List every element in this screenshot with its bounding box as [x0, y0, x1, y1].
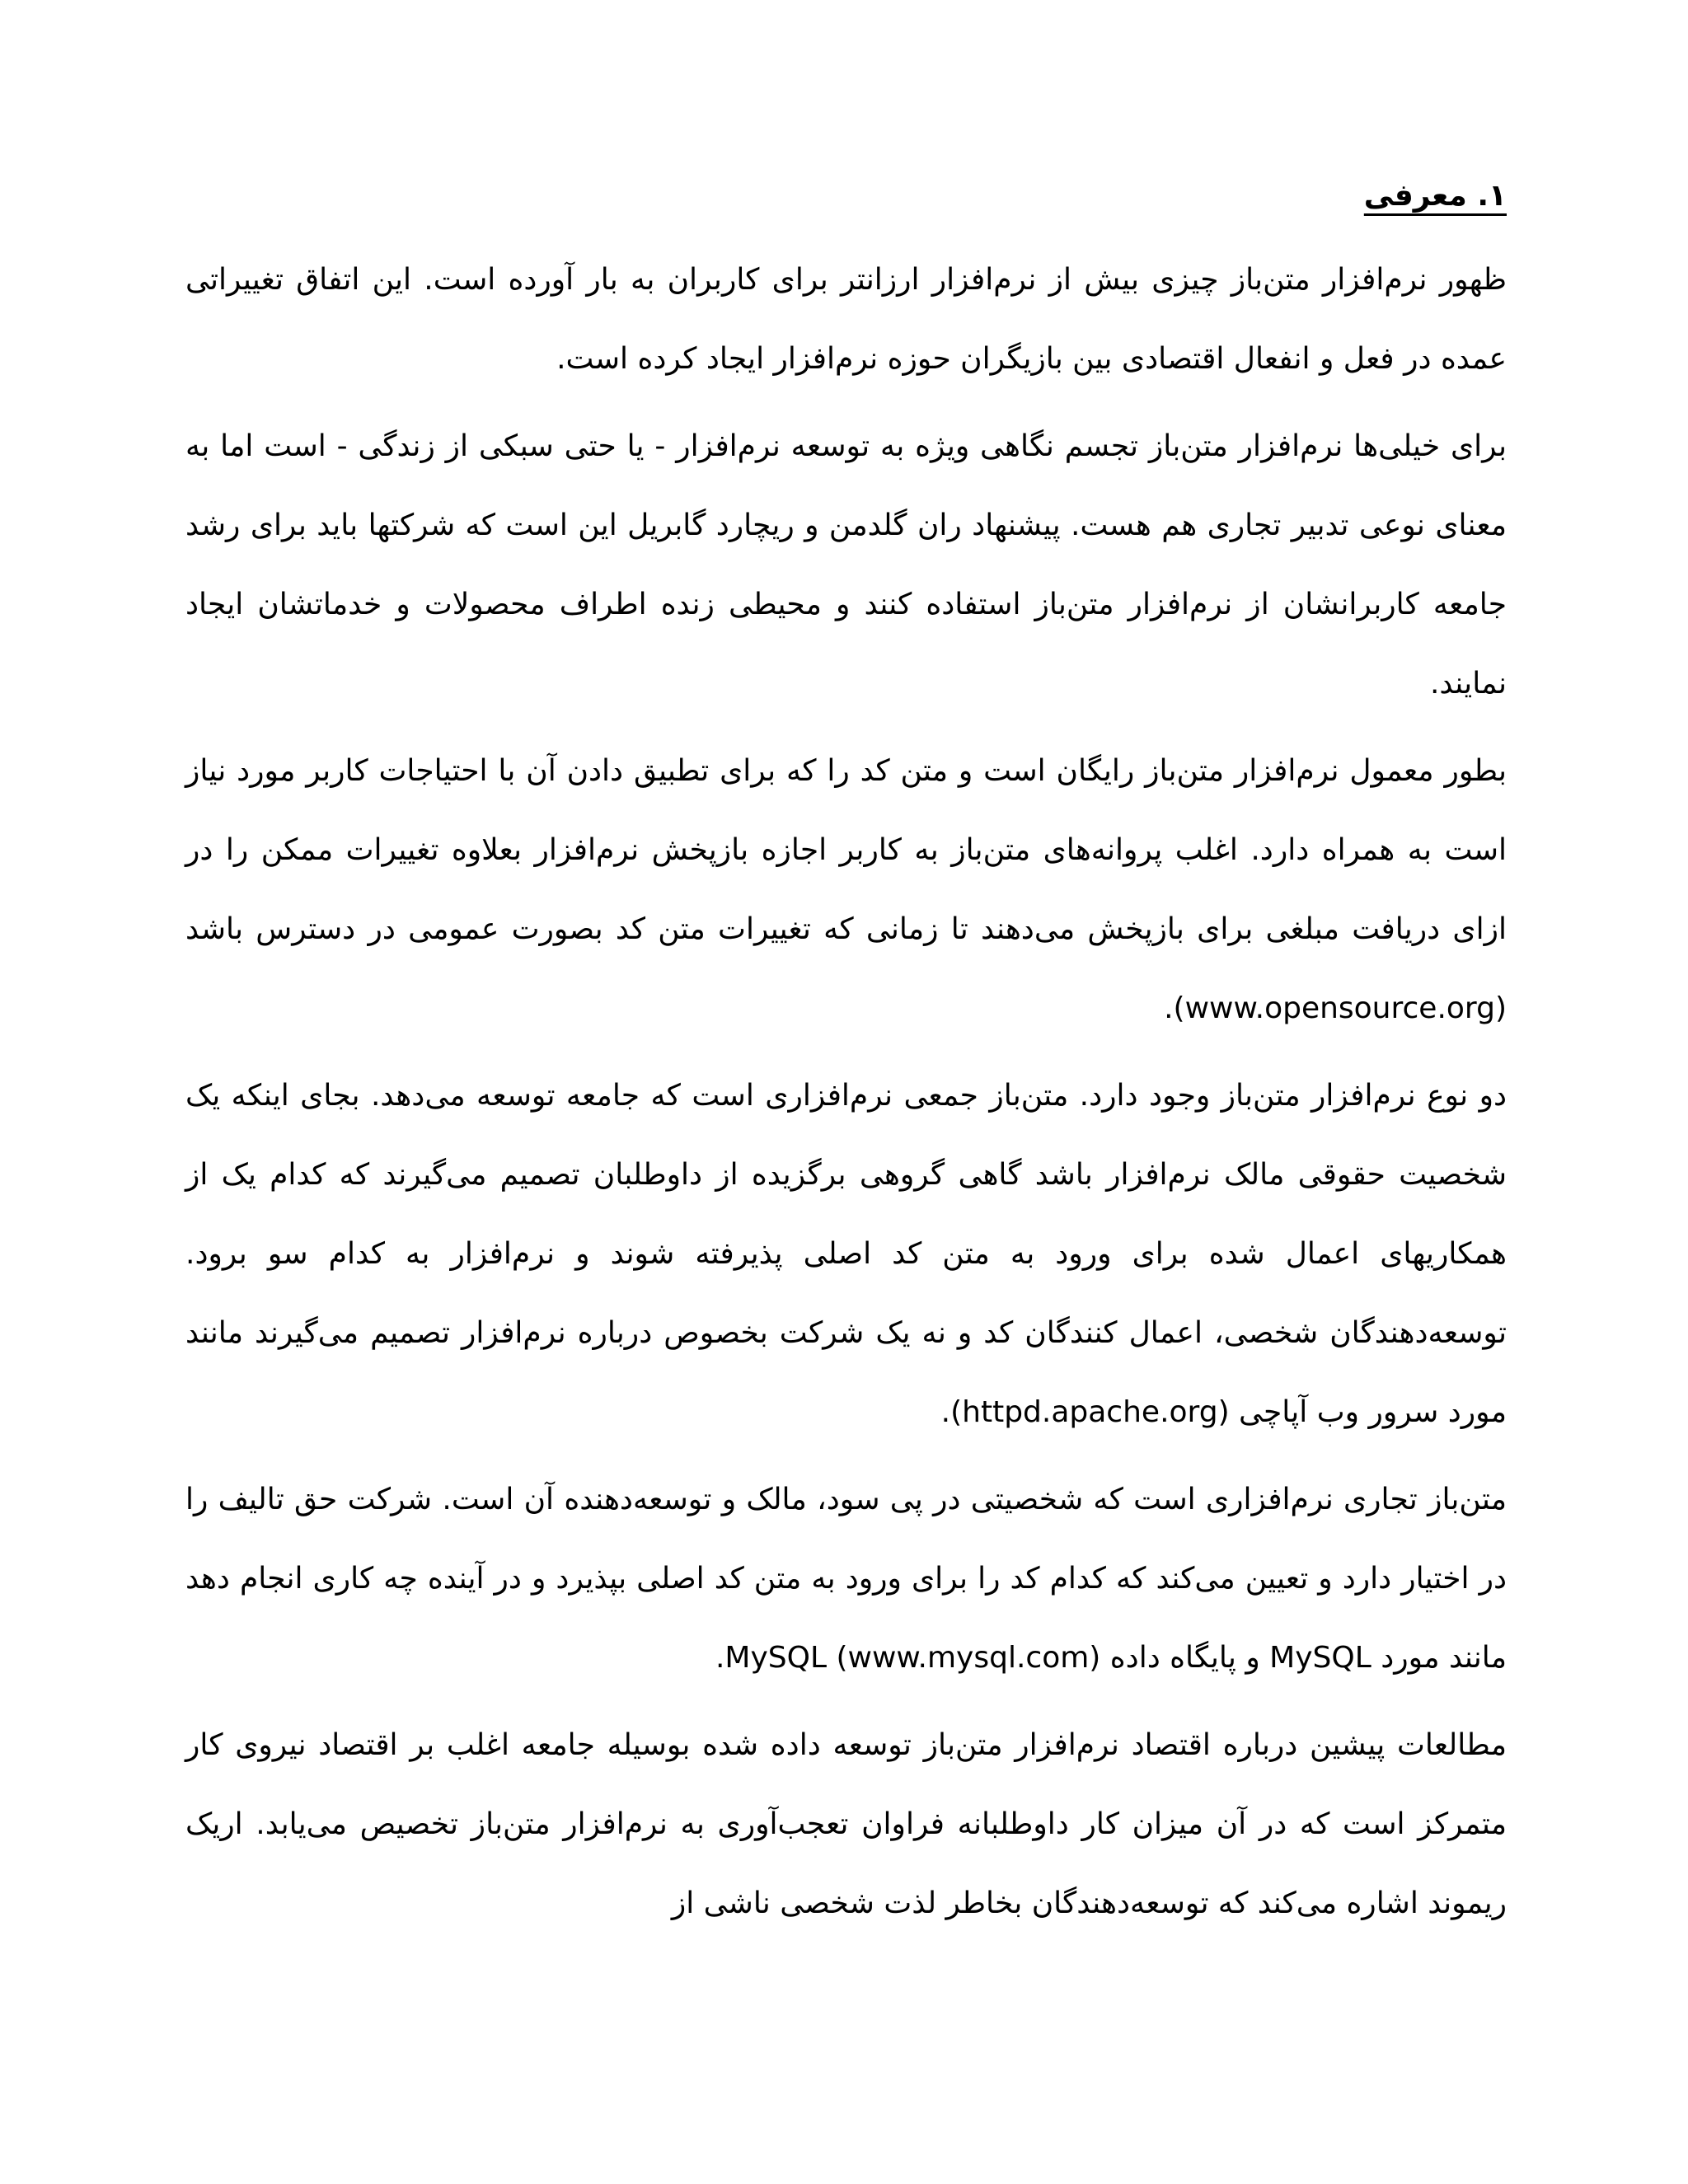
paragraph-6: مطالعات پیشین درباره اقتصاد نرم‌افزار متن‌باز توسعه داده شده بوسیله جامعه اغلب بر اقتصاد نیروی کار متمرکز است که در آن میزان کار داوطلبانه فراوان تعجب‌آوری به نرم‌افزار متن‌باز تخصیص می‌یابد. اریک ریموند اشاره می‌کند که توسعه‌دهندگان بخاطر لذت شخصی ناشی از — [185, 1728, 1507, 1920]
paragraph-5: متن‌باز تجاری نرم‌افزاری است که شخصیتی در پی سود، مالک و توسعه‌دهنده آن است. شرکت حق تالیف را در اختیار دارد و تعیین می‌کند که کدام کد را برای ورود به متن کد اصلی بپذیرد و در آینده چه کاری انجام دهد مانند مورد MySQL و پایگاه داده MySQL (www.mysql.com). — [185, 1483, 1507, 1675]
paragraph-2: برای خیلی‌ها نرم‌افزار متن‌باز تجسم نگاهی ویژه به توسعه نرم‌افزار - یا حتی سبکی از زندگی - است اما به معنای نوعی تدبیر تجاری هم هست. پیشنهاد ران گلدمن و ریچارد گابریل این است که شرکتها باید برای رشد جامعه کاربرانشان از نرم‌افزار متن‌باز استفاده کنند و محیطی زنده اطراف محصولات و خدماتشان ایجاد نمایند. — [185, 429, 1507, 701]
paragraph-1: ظهور نرم‌افزار متن‌باز چیزی بیش از نرم‌افزار ارزانتر برای کاربران به بار آورده است. این اتفاق تغییراتی عمده در فعل و انفعال اقتصادی بین بازیگران حوزه نرم‌افزار ایجاد کرده است. — [185, 263, 1507, 376]
document-page — [185, 157, 1507, 1952]
paragraph-3: بطور معمول نرم‌افزار متن‌باز رایگان است و متن کد را که برای تطبیق دادن آن با احتیاجات کاربر مورد نیاز است به همراه دارد. اغلب پروانه‌های متن‌باز به کاربر اجازه بازپخش نرم‌افزار بعلاوه تغییرات ممکن را در ازای دریافت مبلغی برای بازپخش می‌دهند تا زمانی که تغییرات متن کد بصورت عمومی در دسترس باشد (www.opensource.org). — [185, 754, 1507, 1025]
section-heading: ۱. معرفی — [1363, 179, 1507, 213]
paragraph-4: دو نوع نرم‌افزار متن‌باز وجود دارد. متن‌باز جمعی نرم‌افزاری است که جامعه توسعه می‌دهد. بجای اینکه یک شخصیت حقوقی مالک نرم‌افزار باشد گاهی گروهی برگزیده از داوطلبان تصمیم می‌گیرند که کدام یک از همکاریهای اعمال شده برای ورود به متن کد اصلی پذیرفته شوند و نرم‌افزار به کدام سو برود. توسعه‌دهندگان شخصی، اعمال کنندگان کد و نه یک شرکت بخصوص درباره نرم‌افزار تصمیم می‌گیرند مانند مورد سرور وب آپاچی (httpd.apache.org). — [185, 1079, 1507, 1429]
